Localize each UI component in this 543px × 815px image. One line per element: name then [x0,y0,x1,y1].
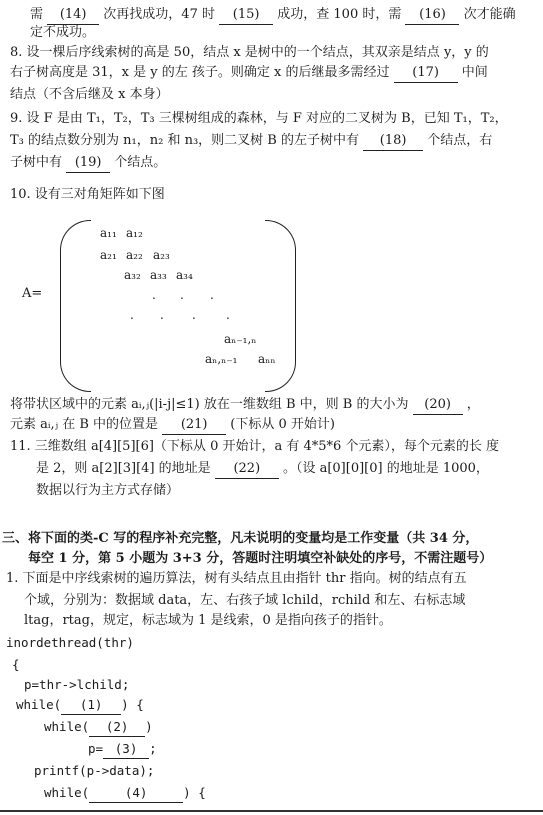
text: 1. 下面是中序线索树的遍历算法，树有头结点且由指针 thr 指向。树的结点有五 [6,571,467,586]
blank-18: (18) [363,132,423,151]
blank-16: (16) [405,6,459,25]
blank-14: (14) [47,6,99,25]
code-text: p=thr->lchild; [24,677,130,692]
matrix-right-bracket [265,220,296,392]
matrix-dot: . [210,288,214,302]
matrix-entry: aₙ,ₙ₋₁ [205,352,238,366]
blank-1: (1) [61,696,121,715]
text: 10. 设有三对角矩阵如下图 [10,187,165,202]
q8-line1 [10,44,489,62]
text: 11. 三维数组 a[4][5][6]（下标从 0 开始计，a 有 4*5*6 个元素），每个元素的长 度 [10,439,500,454]
text: 个结点。 [114,155,167,170]
text: 子树中有 [10,155,63,170]
text: 中间 [461,65,488,80]
code-line [44,784,206,803]
code-text: while( [16,697,62,712]
matrix-dot: . [152,288,156,302]
code-text: printf(p->data); [34,763,155,778]
text: 需 [30,7,44,22]
text: 。（设 a[0][0][0] 的地址是 1000， [282,461,489,476]
text: (下标从 0 开始计) [230,417,335,432]
matrix-left-bracket [60,220,91,392]
q7-continued-line [30,6,516,25]
matrix-entry: a₃₄ [176,268,193,282]
blank-4: (4) [89,784,183,803]
matrix-dot: . [180,288,184,302]
q9-line2 [10,132,492,151]
code-line [24,676,129,694]
text: 成功，查 100 时，需 [277,7,402,22]
p1-line3 [24,612,392,630]
code-text: while( [44,785,90,800]
matrix-entry: a₁₁ [100,226,117,240]
text: 数据以行为主方式存储） [36,483,180,498]
matrix-dot: . [192,308,196,322]
code-text: { [12,657,20,672]
code-line [16,696,144,715]
blank-15: (15) [219,6,273,25]
blank-20: (20) [413,396,463,415]
code-text: ) { [183,785,206,800]
text: 每空 1 分，第 5 小题为 3+3 分，答题时注明填空补缺处的序号，不需注题号） [28,551,493,566]
matrix-entry: a₁₂ [126,226,143,240]
matrix-entry: a₂₃ [153,248,170,262]
q11-line2 [36,460,489,479]
text: ， [466,397,480,412]
q10-line-a [10,396,480,415]
code-line [6,634,134,652]
tridiagonal-matrix [0,210,543,390]
code-line [34,762,154,780]
text: 个结点，右 [427,133,493,148]
text: 次才能确 [463,7,516,22]
matrix-label: A= [22,286,43,301]
matrix-dot: . [226,308,230,322]
text: 将带状区域中的元素 aᵢ,ⱼ(|i-j|≤1) 放在一维数组 B 中，则 B 的大小为 [10,397,409,412]
text: 右子树高度是 31，x 是 y 的左 孩子。则确定 x 的后继最多需经过 [10,65,390,80]
text: 8. 设一棵后序线索树的高是 50，结点 x 是树中的一个结点，其双亲是结点 y，y 的 [10,45,489,60]
matrix-dot: . [130,308,134,322]
code-line [44,718,153,737]
q7-end-line [30,24,95,42]
text: T₃ 的结点数分别为 n₁，n₂ 和 n₃，则二叉树 B 的左子树中有 [10,133,359,148]
section3-heading-1 [2,530,478,548]
matrix-entry: a₂₂ [126,248,143,262]
blank-21: (21) [162,416,226,435]
q11-line3 [36,482,179,500]
text: 三、将下面的类-C 写的程序补充完整，凡未说明的变量均是工作变量（共 34 分， [2,531,479,546]
q10-line-b [10,416,335,435]
text: 个域，分别为：数据域 data，左、右孩子域 lchild，rchild 和左、右标志域 [24,593,466,608]
matrix-entry: aₙ₋₁,ₙ [224,332,257,346]
blank-22: (22) [215,460,279,479]
text: 元素 aᵢ,ⱼ 在 B 中的位置是 [10,417,159,432]
blank-19: (19) [66,154,110,173]
q8-line2 [10,64,488,83]
code-text: ; [149,741,157,756]
text: 定不成功。 [30,25,96,40]
text: 结点（不含后继及 x 本身） [10,87,169,102]
blank-2: (2) [89,718,145,737]
blank-17: (17) [394,64,458,83]
text: 9. 设 F 是由 T₁，T₂，T₃ 三棵树组成的森林，与 F 对应的二叉树为 B，已知 T₁，T₂， [10,111,508,126]
text: 是 2，则 a[2][3][4] 的地址是 [36,461,211,476]
q8-line3 [10,86,169,104]
text: ltag，rtag，规定，标志域为 1 是线索，0 是指向孩子的指针。 [24,613,392,628]
matrix-entry: a₂₁ [100,248,117,262]
q9-line3 [10,154,166,173]
code-text: p= [88,741,104,756]
p1-line2 [24,592,465,610]
code-text: ) [145,719,153,734]
p1-line1 [6,570,467,588]
bottom-rule [0,810,543,812]
blank-3: (3) [103,740,149,759]
matrix-dot: . [160,308,164,322]
q9-line1 [10,110,508,128]
matrix-entry: a₃₃ [150,268,167,282]
code-line [88,740,157,759]
code-text: ) { [121,697,144,712]
matrix-entry: a₃₂ [124,268,141,282]
code-text: while( [44,719,90,734]
code-text: inordethread(thr) [6,635,134,650]
q10-title [10,186,165,204]
q11-line1 [10,438,499,456]
section3-heading-2 [28,550,492,568]
matrix-entry: aₙₙ [258,352,276,366]
code-line [12,656,20,674]
text: 次再找成功，47 时 [103,7,215,22]
